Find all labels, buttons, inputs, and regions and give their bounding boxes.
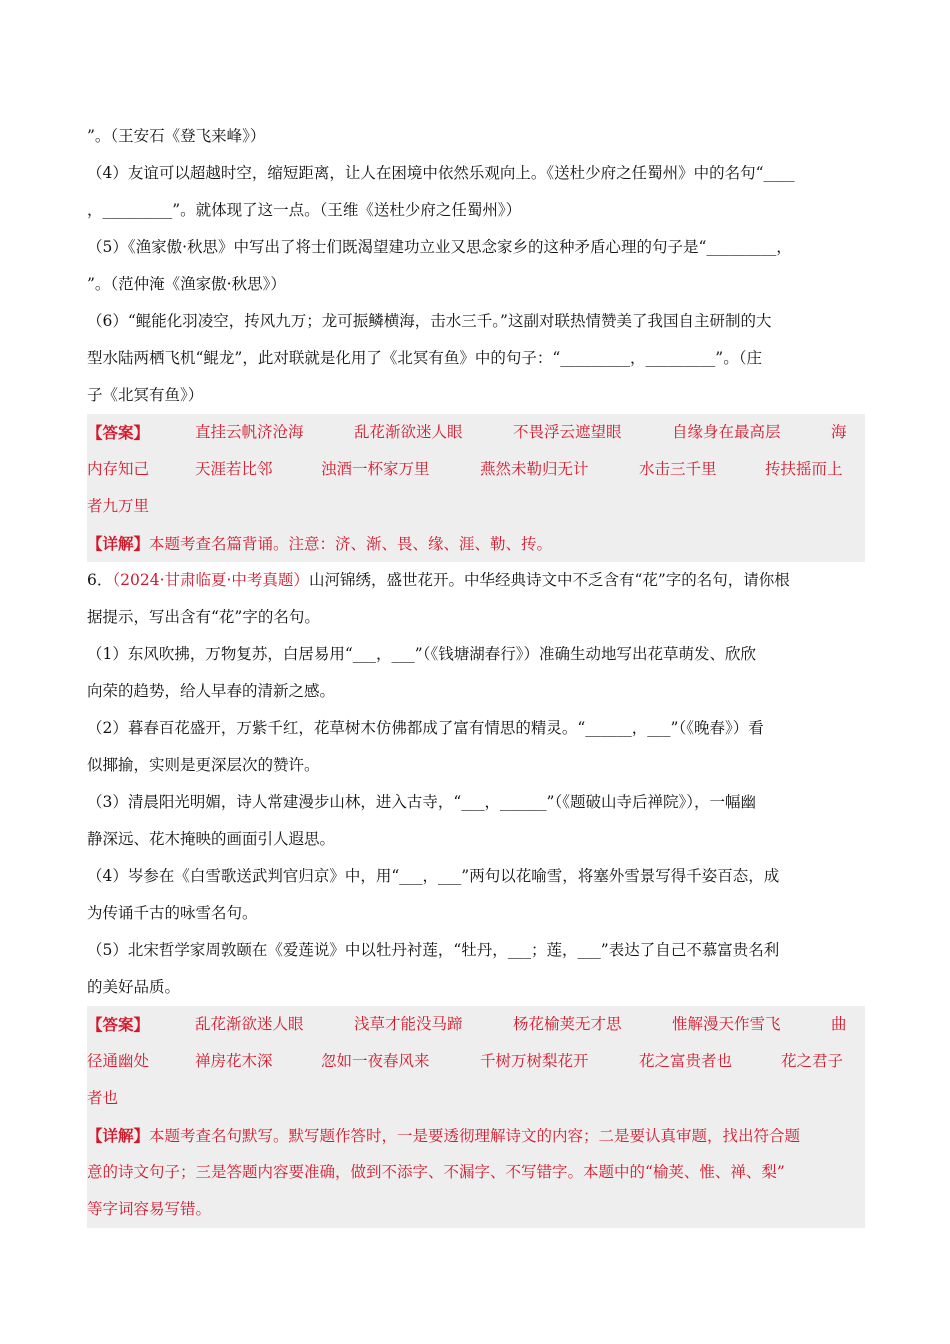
- text-line: （1）东风吹拂，万物复苏，白居易用“___，___”（《钱塘湖春行》）准确生动地写出花草萌发、欣欣: [87, 645, 756, 663]
- detail-row: [87, 525, 865, 562]
- text-line: 子《北冥有鱼》）: [87, 386, 204, 404]
- answer-row: [87, 1043, 865, 1080]
- detail-tag: 【详解】: [87, 1126, 150, 1145]
- answer-row: [87, 451, 865, 488]
- answer-row: [87, 414, 865, 451]
- answer-item: 乱花渐欲迷人眼: [354, 423, 463, 441]
- answer-item: 浊酒一杯家万里: [321, 460, 430, 478]
- answer-item: 海: [831, 423, 847, 441]
- detail-text: 本题考查名篇背诵。注意：济、渐、畏、缘、涯、勒、抟。: [149, 535, 553, 553]
- detail-row: 意的诗文句子；三是答题内容要准确，做到不添字、不漏字、不写错字。本题中的“榆荚、惟、禅、梨”: [87, 1163, 785, 1181]
- answer-item: 惟解漫天作雪飞: [672, 1015, 781, 1033]
- text-line: ”。（范仲淹《渔家傲·秋思》）: [87, 275, 286, 293]
- text-line: （3）清晨阳光明媚，诗人常建漫步山林，进入古寺，“___，______”（《题破山寺后禅院》），一幅幽: [87, 793, 756, 811]
- answer-item: 乱花渐欲迷人眼: [195, 1015, 304, 1033]
- answer-box-q5: [87, 414, 865, 562]
- text-line: （2）暮春百花盛开，万紫千红，花草树木仿佛都成了富有情思的精灵。“______，___”（《晚春》）看: [87, 719, 764, 737]
- answer-item: 直挂云帆济沧海: [195, 423, 304, 441]
- answer-item: 抟扶摇而上: [765, 460, 843, 478]
- question-5-continued: [87, 118, 865, 414]
- text-line: （4）友谊可以超越时空，缩短距离，让人在困境中依然乐观向上。《送杜少府之任蜀州》中的名句“____: [87, 164, 795, 182]
- text-line: 为传诵千古的咏雪名句。: [87, 904, 258, 922]
- question-number: 6．: [87, 571, 113, 589]
- answer-tag: 【答案】: [87, 1015, 150, 1034]
- answer-item: 内存知己: [87, 460, 150, 478]
- answer-item: 径通幽处: [87, 1052, 150, 1070]
- text-line: 的美好品质。: [87, 978, 181, 996]
- answer-item: 自缘身在最高层: [672, 423, 781, 441]
- answer-item: 燕然未勒归无计: [480, 460, 589, 478]
- text-line: （4）岑参在《白雪歌送武判官归京》中，用“___，___”两句以花喻雪，将塞外雪景写得千姿百态，成: [87, 867, 780, 885]
- question-intro: 山河锦绣，盛世花开。中华经典诗文中不乏含有“花”字的名句，请你根: [308, 571, 790, 589]
- question-source: （2024·甘肃临夏·中考真题）: [112, 571, 309, 589]
- answer-item: 花之富贵者也: [639, 1052, 733, 1070]
- answer-row: [87, 1006, 865, 1043]
- answer-item: 不畏浮云遮望眼: [513, 423, 622, 441]
- answer-item: 杨花榆荚无才思: [513, 1015, 622, 1033]
- detail-row: 等字词容易写错。: [87, 1200, 212, 1218]
- text-line: ”。（王安石《登飞来峰》）: [87, 127, 266, 145]
- detail-text: 本题考查名句默写。默写题作答时，一是要透彻理解诗文的内容；二是要认真审题，找出符合题: [149, 1127, 801, 1145]
- text-line: ，_________”。就体现了这一点。（王维《送杜少府之任蜀州》）: [87, 201, 522, 219]
- answer-item: 禅房花木深: [195, 1052, 273, 1070]
- text-line: 静深远、花木掩映的画面引人遐思。: [87, 830, 336, 848]
- document-page: [87, 118, 865, 1228]
- answer-item: 天涯若比邻: [195, 460, 273, 478]
- answer-item: 曲: [831, 1015, 847, 1033]
- answer-item: 花之君子: [781, 1052, 844, 1070]
- text-line: 向荣的趋势，给人早春的清新之感。: [87, 682, 336, 700]
- detail-row: [87, 1117, 865, 1154]
- answer-item: 千树万树梨花开: [480, 1052, 589, 1070]
- detail-tag: 【详解】: [87, 534, 150, 553]
- text-line: 型水陆两栖飞机“鲲龙”，此对联就是化用了《北冥有鱼》中的句子：“_________，_________”。（庄: [87, 349, 762, 367]
- answer-row: 者九万里: [87, 497, 150, 515]
- text-line: 据提示，写出含有“花”字的名句。: [87, 608, 320, 626]
- text-line: 似揶揄，实则是更深层次的赞许。: [87, 756, 320, 774]
- answer-item: 忽如一夜春风来: [321, 1052, 430, 1070]
- answer-row: 者也: [87, 1089, 119, 1107]
- text-line: （6）“鲲能化羽凌空，抟风九万；龙可振鳞横海，击水三千。”这副对联热情赞美了我国自主研制的大: [87, 312, 772, 330]
- text-line: （5）《渔家傲·秋思》中写出了将士们既渴望建功立业又思念家乡的这种矛盾心理的句子是“_________，: [87, 238, 792, 256]
- answer-tag: 【答案】: [87, 423, 150, 442]
- text-line: （5）北宋哲学家周敦颐在《爱莲说》中以牡丹衬莲，“牡丹，___；莲，___”表达了自己不慕富贵名利: [87, 941, 780, 959]
- question-6: [87, 562, 865, 1006]
- answer-item: 浅草才能没马蹄: [354, 1015, 463, 1033]
- answer-item: 水击三千里: [639, 460, 717, 478]
- question-6-header: [87, 562, 865, 599]
- answer-box-q6: [87, 1006, 865, 1228]
